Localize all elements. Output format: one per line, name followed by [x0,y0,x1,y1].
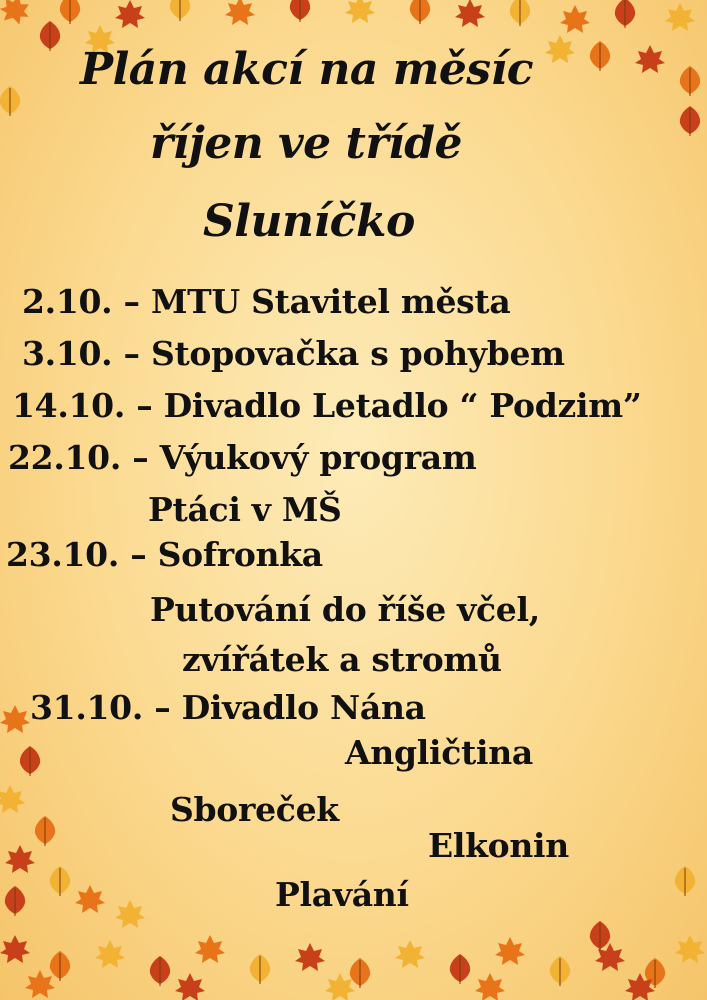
activity-elkonin: Elkonin [428,826,569,865]
activity-choir: Sboreček [170,790,339,829]
schedule-item-23-10: 23.10. – Sofronka [6,535,323,574]
title-line-2: říjen ve třídě [150,118,462,169]
schedule-item-22-10-detail: Ptáci v MŠ [148,490,342,529]
title-line-1: Plán akcí na měsíc [80,44,534,95]
schedule-item-31-10: 31.10. – Divadlo Nána [30,688,426,727]
title-line-3: Sluníčko [203,196,415,247]
schedule-item-3-10: 3.10. – Stopovačka s pohybem [22,334,565,373]
schedule-item-2-10: 2.10. – MTU Stavitel města [22,282,511,321]
schedule-item-23-10-detail-1: Putování do říše včel, [150,590,540,629]
schedule-item-22-10: 22.10. – Výukový program [8,438,477,477]
activity-swimming: Plavání [275,875,409,914]
schedule-item-23-10-detail-2: zvířátek a stromů [182,640,502,679]
activity-english: Angličtina [345,733,533,772]
schedule-item-14-10: 14.10. – Divadlo Letadlo “ Podzim” [12,386,642,425]
